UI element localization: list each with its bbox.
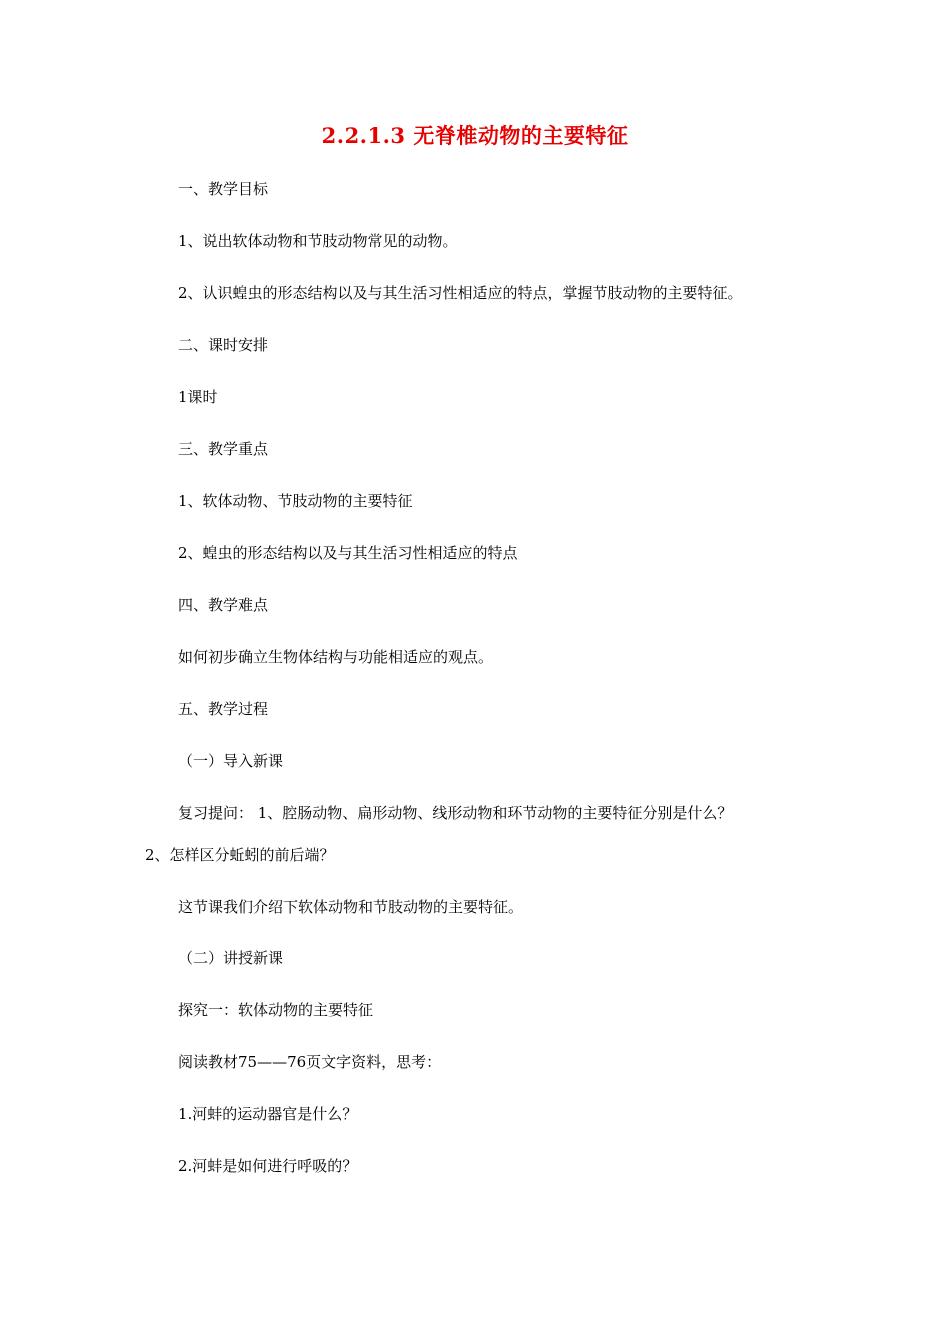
section-heading-key-points: 三、教学重点	[178, 440, 269, 458]
section-heading-process: 五、教学过程	[178, 700, 269, 718]
review-question-1: 复习提问： 1、腔肠动物、扁形动物、线形动物和环节动物的主要特征分别是什么？	[178, 804, 733, 822]
document-title: 2.2.1.3 无脊椎动物的主要特征	[321, 123, 629, 148]
section-heading-difficulties: 四、教学难点	[178, 596, 269, 614]
question-item-2: 2.河蚌是如何进行呼吸的？	[178, 1157, 358, 1175]
subsection-heading-intro: （一）导入新课	[178, 752, 284, 770]
difficulty-text: 如何初步确立生物体结构与功能相适应的观点。	[178, 648, 494, 666]
subsection-heading-new-lesson: （二）讲授新课	[178, 949, 284, 967]
key-point-item-1: 1、软体动物、节肢动物的主要特征	[178, 492, 413, 510]
intro-statement: 这节课我们介绍下软体动物和节肢动物的主要特征。	[178, 898, 524, 916]
schedule-text: 1课时	[178, 388, 218, 406]
objective-item-2: 2、认识蝗虫的形态结构以及与其生活习性相适应的特点，掌握节肢动物的主要特征。	[178, 284, 743, 302]
reading-instruction: 阅读教材75——76页文字资料，思考：	[178, 1053, 442, 1071]
section-heading-objectives: 一、教学目标	[178, 180, 269, 198]
section-heading-schedule: 二、课时安排	[178, 336, 269, 354]
inquiry-heading-1: 探究一：软体动物的主要特征	[178, 1001, 374, 1019]
review-question-2: 2、怎样区分蚯蚓的前后端？	[145, 846, 335, 864]
objective-item-1: 1、说出软体动物和节肢动物常见的动物。	[178, 232, 458, 250]
question-item-1: 1.河蚌的运动器官是什么？	[178, 1105, 358, 1123]
key-point-item-2: 2、蝗虫的形态结构以及与其生活习性相适应的特点	[178, 544, 518, 562]
